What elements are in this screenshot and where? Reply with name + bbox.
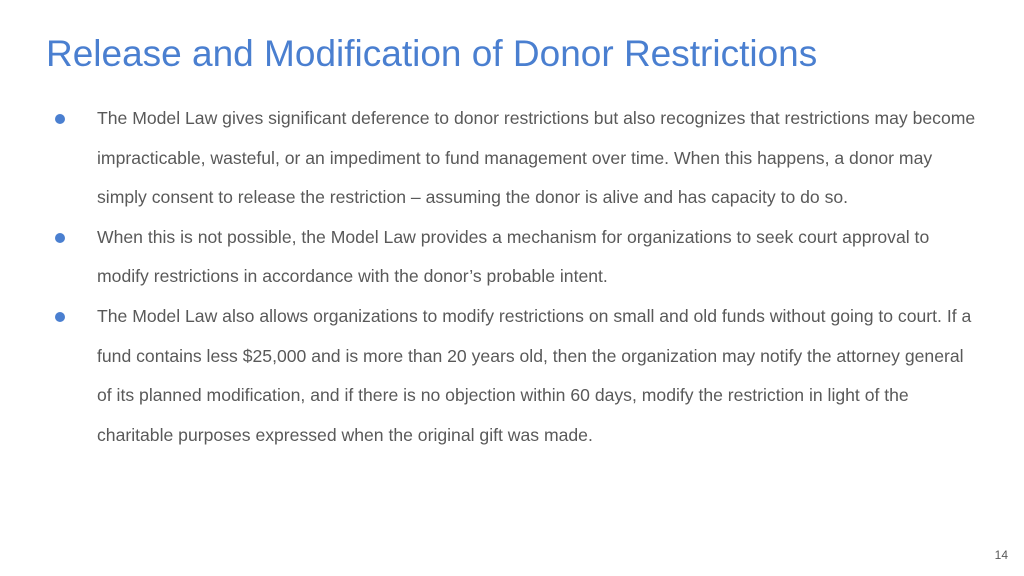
bullet-text: The Model Law gives significant deference to donor restrictions but also recognizes that restrictions may become impracticable, wasteful, or an impediment to fund management over time. When this happens, a donor may simply consent to release the restriction – assuming the donor is alive and has capacity to do so. bbox=[97, 108, 976, 208]
bullet-item bbox=[52, 99, 982, 218]
bullet-dot-icon bbox=[55, 114, 65, 124]
bullet-item bbox=[52, 218, 982, 297]
bullet-dot-icon bbox=[55, 233, 65, 243]
slide-title: Release and Modification of Donor Restrictions bbox=[46, 33, 818, 74]
bullet-list bbox=[52, 99, 982, 455]
bullet-text: The Model Law also allows organizations to modify restrictions on small and old funds without going to court. If a fund contains less $25,000 and is more than 20 years old, then the organization may notify the attorney general of its planned modification, and if there is no objection within 60 days, modify the restriction in light of the charitable purposes expressed when the original gift was made. bbox=[97, 305, 972, 445]
page-number: 14 bbox=[994, 548, 1008, 562]
bullet-item bbox=[52, 297, 982, 455]
bullet-dot-icon bbox=[55, 312, 65, 322]
bullet-text: When this is not possible, the Model Law provides a mechanism for organizations to seek court approval to modify restrictions in accordance with the donor’s probable intent. bbox=[97, 226, 930, 287]
